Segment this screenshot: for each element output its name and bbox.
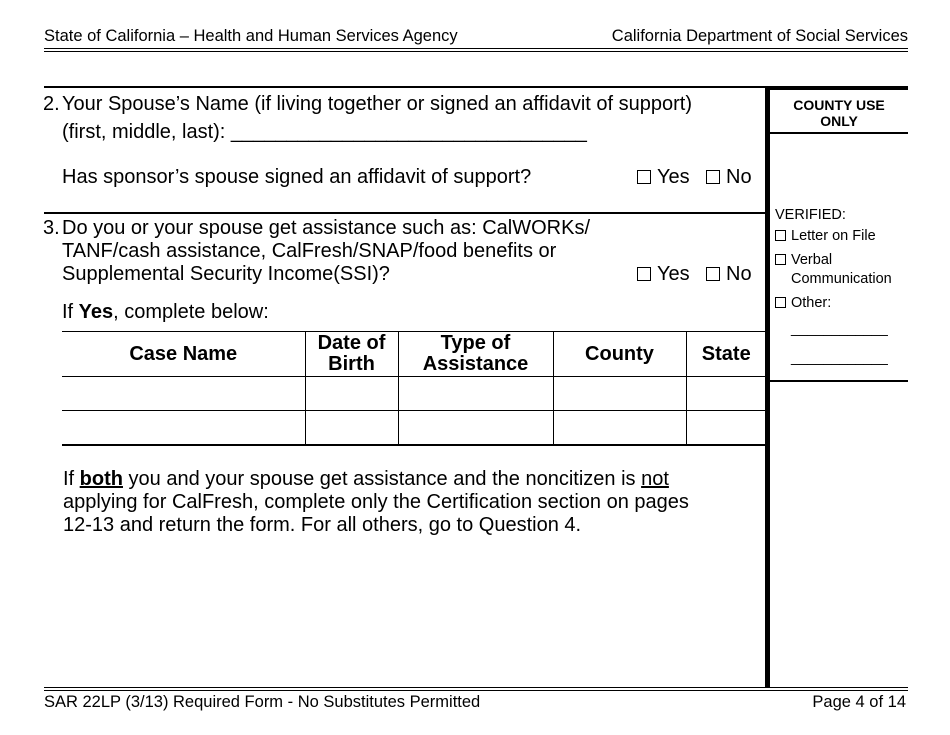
footer-rule (44, 687, 908, 688)
verified-letter-label: Letter on File (791, 228, 876, 244)
checkbox-icon[interactable] (775, 254, 786, 265)
verified-other-label: Other: (791, 295, 832, 311)
cell-date-of-birth[interactable] (305, 411, 398, 446)
cell-county[interactable] (553, 377, 686, 411)
header-agency: State of California – Health and Human Services Agency (44, 27, 458, 45)
note-both: both (79, 468, 123, 490)
cell-state[interactable] (686, 411, 766, 446)
cell-type-of-assistance[interactable] (398, 411, 553, 446)
checkbox-icon[interactable] (775, 230, 786, 241)
q3-no-label: No (726, 263, 752, 285)
county-use-title-line2: ONLY (820, 113, 858, 129)
checkbox-icon[interactable] (706, 267, 720, 281)
checkbox-icon[interactable] (637, 267, 651, 281)
if-suffix: , complete below: (113, 301, 269, 323)
county-use-title (770, 97, 908, 129)
table-row (62, 411, 766, 446)
q2-name-prefix: (first, middle, last): (62, 121, 226, 143)
header-department: California Department of Social Services (611, 27, 908, 45)
verified-other-option[interactable] (775, 294, 831, 312)
q2-yes-label: Yes (657, 166, 690, 188)
cell-county[interactable] (553, 411, 686, 446)
cell-case-name[interactable] (62, 411, 305, 446)
q3-yes-label: Yes (657, 263, 690, 285)
section-top-rule (44, 86, 767, 88)
q3-number: 3. (43, 217, 60, 239)
section-divider (44, 212, 767, 214)
cell-date-of-birth[interactable] (305, 377, 398, 411)
note-p1: If (63, 468, 80, 490)
footer-rule-2 (44, 690, 908, 691)
cell-state[interactable] (686, 377, 766, 411)
note-line1 (63, 468, 669, 491)
q3-yes-option[interactable] (637, 263, 690, 286)
county-title-rule (768, 132, 908, 134)
q2-number: 2. (43, 93, 60, 115)
q2-no-option[interactable] (706, 166, 752, 189)
q3-if-yes-instruction (62, 301, 269, 324)
county-top-border (768, 86, 908, 90)
q3-line2: TANF/cash assistance, CalFresh/SNAP/food benefits or (62, 240, 557, 262)
col-date-of-birth (305, 332, 398, 377)
verified-verbal-label-1: Verbal (791, 252, 833, 268)
verified-letter-option[interactable] (775, 227, 876, 245)
q2-spouse-name-label: Your Spouse’s Name (if living together or signed an affidavit of support) (62, 93, 692, 115)
note-line3: 12-13 and return the form. For all others, go to Question 4. (63, 514, 582, 536)
verified-verbal-label-2: Communication (791, 271, 892, 287)
col-type-of-assistance (398, 332, 553, 377)
col-state: State (686, 332, 766, 377)
q2-affidavit-question: Has sponsor’s spouse signed an affidavit of support? (62, 166, 532, 188)
if-prefix: If (62, 301, 79, 323)
table-header-row (62, 332, 766, 377)
assistance-table (62, 331, 766, 446)
verified-label: VERIFIED: (775, 207, 846, 223)
col-type-line1: Type of (440, 332, 511, 354)
note-not: not (641, 468, 669, 490)
q2-name-line (62, 121, 587, 144)
q2-yes-option[interactable] (637, 166, 690, 189)
q3-line1: Do you or your spouse get assistance such as: CalWORKs/ (62, 217, 591, 239)
county-bottom-rule (768, 380, 908, 382)
col-type-line2: Assistance (422, 353, 529, 375)
checkbox-icon[interactable] (706, 170, 720, 184)
table-row (62, 377, 766, 411)
spouse-name-field[interactable]: ________________________________ (230, 121, 587, 143)
cell-type-of-assistance[interactable] (398, 377, 553, 411)
if-yes-bold: Yes (78, 301, 114, 323)
col-case-name: Case Name (62, 332, 305, 377)
header-rule-2 (44, 51, 908, 52)
verified-verbal-option[interactable] (775, 251, 832, 269)
col-county: County (553, 332, 686, 377)
col-dob-line2: Birth (328, 353, 375, 375)
q2-no-label: No (726, 166, 752, 188)
checkbox-icon[interactable] (637, 170, 651, 184)
footer-form-id: SAR 22LP (3/13) Required Form - No Substitutes Permitted (44, 693, 481, 711)
q3-line3: Supplemental Security Income(SSI)? (62, 263, 390, 285)
checkbox-icon[interactable] (775, 297, 786, 308)
cell-case-name[interactable] (62, 377, 305, 411)
note-line2: applying for CalFresh, complete only the Certification section on pages (63, 491, 689, 513)
footer-page-number: Page 4 of 14 (812, 693, 906, 711)
other-blank-2[interactable]: ____________ (791, 350, 888, 366)
note-p2: you and your spouse get assistance and the noncitizen is (122, 468, 642, 490)
col-dob-line1: Date of (317, 332, 386, 354)
other-blank-1[interactable]: ____________ (791, 321, 888, 337)
county-use-title-line1: COUNTY USE (793, 97, 885, 113)
header-rule (44, 48, 908, 49)
q3-no-option[interactable] (706, 263, 752, 286)
